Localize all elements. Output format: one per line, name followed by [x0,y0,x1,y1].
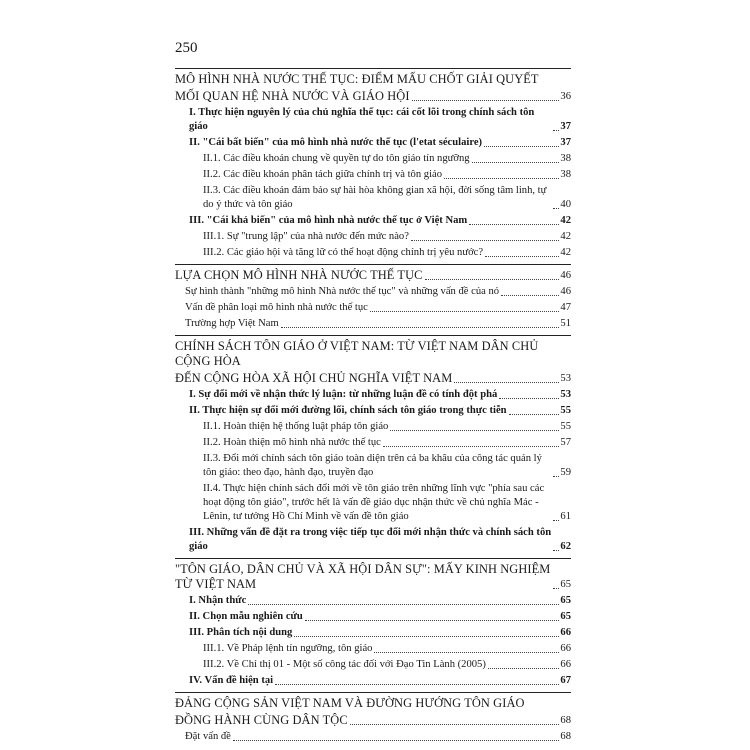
toc-entry-page: 51 [560,318,571,329]
page-number: 250 [175,40,198,56]
toc-entry-page: 38 [560,169,571,180]
leader-dots [501,295,559,296]
toc-entry-text: IV. Vấn đề hiện tại [189,675,274,686]
toc-entry-text: III.2. Các giáo hội và tăng lữ có thể hoạt động chính trị yêu nước? [203,247,484,258]
leader-dots [553,588,559,589]
toc-entry-page: 62 [560,541,571,552]
toc-entry[interactable] [175,246,571,260]
toc-entry-page: 65 [560,611,571,622]
toc-entry-text: III.1. Về Pháp lệnh tín ngưỡng, tôn giáo [203,643,373,654]
section-title-line [175,268,571,283]
toc-entry-page: 42 [560,247,571,258]
leader-dots [383,446,560,447]
leader-dots [248,604,559,605]
toc-entry-page: 66 [560,627,571,638]
toc-entry[interactable] [175,168,571,182]
toc-entry-text: II.2. Hoàn thiện mô hình nhà nước thế tục [203,437,381,448]
leader-dots [454,382,559,383]
toc-entry[interactable] [175,642,571,656]
toc-entry[interactable] [175,152,571,166]
toc-entry-text: II.4. Thực hiện chính sách đổi mới về tôn giáo trên những lĩnh vực "phía sau các hoạt động tôn giáo", trước hết là vấn đề giáo dục nhận thức về chủ nghĩa Mác - Lênin, tư tưởng Hồ Chí Minh về vấn đề tôn giáo [203,483,545,522]
toc-entry-page: 66 [560,659,571,670]
toc-entry[interactable] [175,436,571,450]
toc-entry-page: 67 [560,675,571,686]
section-title-text: CHÍNH SÁCH TÔN GIÁO Ở VIỆT NAM: TỪ VIỆT NAM DÂN CHỦ CỘNG HÒA [175,339,539,368]
toc-entry-page: 38 [560,153,571,164]
toc-entry-text: Trường hợp Việt Nam [185,318,279,329]
toc-entry[interactable] [175,420,571,434]
toc-entry[interactable] [175,594,571,608]
leader-dots [485,256,559,257]
toc-entry-text: II. "Cái bất biến" của mô hình nhà nước thế tục (l'etat séculaire) [189,137,483,148]
toc-entry-page: 46 [560,286,571,297]
leader-dots [412,100,560,101]
toc-entry-text: II.3. Các điều khoản đảm bảo sự hài hòa không gian xã hội, đời sống tâm linh, tự do ý thức và tôn giáo [203,185,547,210]
toc-entry[interactable] [175,184,571,212]
toc-entry-text: II. Chọn mẫu nghiên cứu [189,611,303,622]
section-title-line [175,713,571,728]
toc-entry[interactable] [175,526,571,554]
toc-entry-text: II.1. Các điều khoản chung về quyền tự do tôn giáo tín ngưỡng [203,153,470,164]
toc-entry-page: 55 [560,421,571,432]
toc-entry-text: I. Sự đổi mới về nhận thức lý luận: từ những luận đề có tính đột phá [189,389,498,400]
toc-entry-text: III.2. Về Chỉ thị 01 - Một số công tác đối với Đạo Tin Lành (2005) [203,659,486,670]
section-title-line [175,371,571,386]
leader-dots [488,668,560,669]
toc-entry[interactable] [175,388,571,402]
section-title-text: MÔ HÌNH NHÀ NƯỚC THẾ TỤC: ĐIỂM MẤU CHỐT GIẢI QUYẾT [175,72,539,86]
toc-entry-page: 37 [560,137,571,148]
toc-entry[interactable] [175,106,571,134]
toc-entry-page: 40 [560,199,571,210]
leader-dots [553,550,559,551]
section-page-number: 68 [560,715,571,726]
section-title-text: ĐẢNG CỘNG SẢN VIỆT NAM VÀ ĐƯỜNG HƯỚNG TÔN GIÁO [175,696,525,710]
toc-section [175,558,571,688]
section-page-number: 53 [560,373,571,384]
section-page-number: 36 [560,91,571,102]
leader-dots [553,208,559,209]
toc-entry[interactable] [175,658,571,672]
leader-dots [553,476,559,477]
toc-section [175,68,571,260]
toc-entry[interactable] [175,230,571,244]
toc-entry[interactable] [175,136,571,150]
section-title-text: ĐẾN CỘNG HÒA XÃ HỘI CHỦ NGHĨA VIỆT NAM [175,371,453,385]
toc-entry[interactable] [175,452,571,480]
toc-entry-page: 42 [560,231,571,242]
section-page-number: 65 [560,579,571,590]
toc-section [175,335,571,554]
toc-entry[interactable] [175,214,571,228]
section-title-text: LỰA CHỌN MÔ HÌNH NHÀ NƯỚC THẾ TỤC [175,268,423,282]
toc-entry[interactable] [175,610,571,624]
toc-entry-text: I. Nhận thức [189,595,247,606]
toc-entry-page: 42 [560,215,571,226]
section-title-line [175,696,571,711]
leader-dots [472,162,560,163]
toc-entry-text: III. Những vấn đề đặt ra trong việc tiếp tục đổi mới nhận thức và chính sách tôn giáo [189,527,552,552]
toc-entry-text: I. Thực hiện nguyên lý của chủ nghĩa thế tục: cái cốt lõi trong chính sách tôn giáo [189,107,535,132]
toc-entry-text: II.1. Hoàn thiện hệ thống luật pháp tôn giáo [203,421,389,432]
toc-entry[interactable] [175,285,571,299]
toc-entry[interactable] [175,674,571,688]
toc-entry-text: II.2. Các điều khoản phân tách giữa chính trị và tôn giáo [203,169,443,180]
toc-entry-text: Vấn đề phân loại mô hình nhà nước thế tục [185,302,368,313]
toc-entry-text: Sự hình thành "những mô hình Nhà nước thế tục" và những vấn đề của nó [185,286,500,297]
section-title-text: ĐỒNG HÀNH CÙNG DÂN TỘC [175,713,348,727]
toc-section [175,264,571,331]
leader-dots [390,430,559,431]
leader-dots [374,652,559,653]
toc-entry[interactable] [175,482,571,524]
section-title-line [175,72,571,87]
leader-dots [281,327,560,328]
toc-entry[interactable] [175,317,571,331]
leader-dots [305,620,560,621]
leader-dots [370,311,560,312]
section-title-line [175,562,571,592]
leader-dots [444,178,559,179]
leader-dots [294,636,559,637]
toc-entry-page: 55 [560,405,571,416]
toc-entry-text: III.1. Sự "trung lập" của nhà nước đến mức nào? [203,231,409,242]
toc-entry[interactable] [175,626,571,640]
leader-dots [553,520,559,521]
leader-dots [425,279,560,280]
leader-dots [233,740,560,741]
leader-dots [484,146,559,147]
toc-entry[interactable] [175,730,571,744]
leader-dots [553,130,559,131]
toc-entry-page: 53 [560,389,571,400]
leader-dots [411,240,559,241]
toc-entry-page: 68 [560,731,571,742]
section-title-text: "TÔN GIÁO, DÂN CHỦ VÀ XÃ HỘI DÂN SỰ": MẤY KINH NGHIỆM TỪ VIỆT NAM [175,562,551,591]
toc-entry[interactable] [175,301,571,315]
leader-dots [469,224,559,225]
leader-dots [275,684,559,685]
toc-entry-page: 57 [560,437,571,448]
toc-entry-page: 47 [560,302,571,313]
toc-entry-text: III. Phân tích nội dung [189,627,293,638]
toc-entry-page: 59 [560,467,571,478]
toc-entry-text: II. Thực hiện sự đổi mới đường lối, chính sách tôn giáo trong thực tiễn [189,405,507,416]
toc-entry-page: 66 [560,643,571,654]
section-page-number: 46 [560,270,571,281]
toc-entry-text: II.3. Đổi mới chính sách tôn giáo toàn diện trên cả ba khâu của công tác quản lý tôn giáo: theo đạo, hành đạo, truyền đạo [203,453,542,478]
table-of-contents [175,68,571,748]
leader-dots [499,398,559,399]
section-title-line [175,339,571,369]
section-title-line [175,89,571,104]
leader-dots [350,724,560,725]
toc-entry-page: 65 [560,595,571,606]
toc-section [175,692,571,744]
leader-dots [509,414,560,415]
toc-entry-page: 61 [560,511,571,522]
toc-entry-text: Đặt vấn đề [185,731,231,742]
toc-entry-text: III. "Cái khả biến" của mô hình nhà nước thế tục ở Việt Nam [189,215,468,226]
section-title-text: MỐI QUAN HỆ NHÀ NƯỚC VÀ GIÁO HỘI [175,89,410,103]
toc-entry-page: 37 [560,121,571,132]
toc-entry[interactable] [175,404,571,418]
